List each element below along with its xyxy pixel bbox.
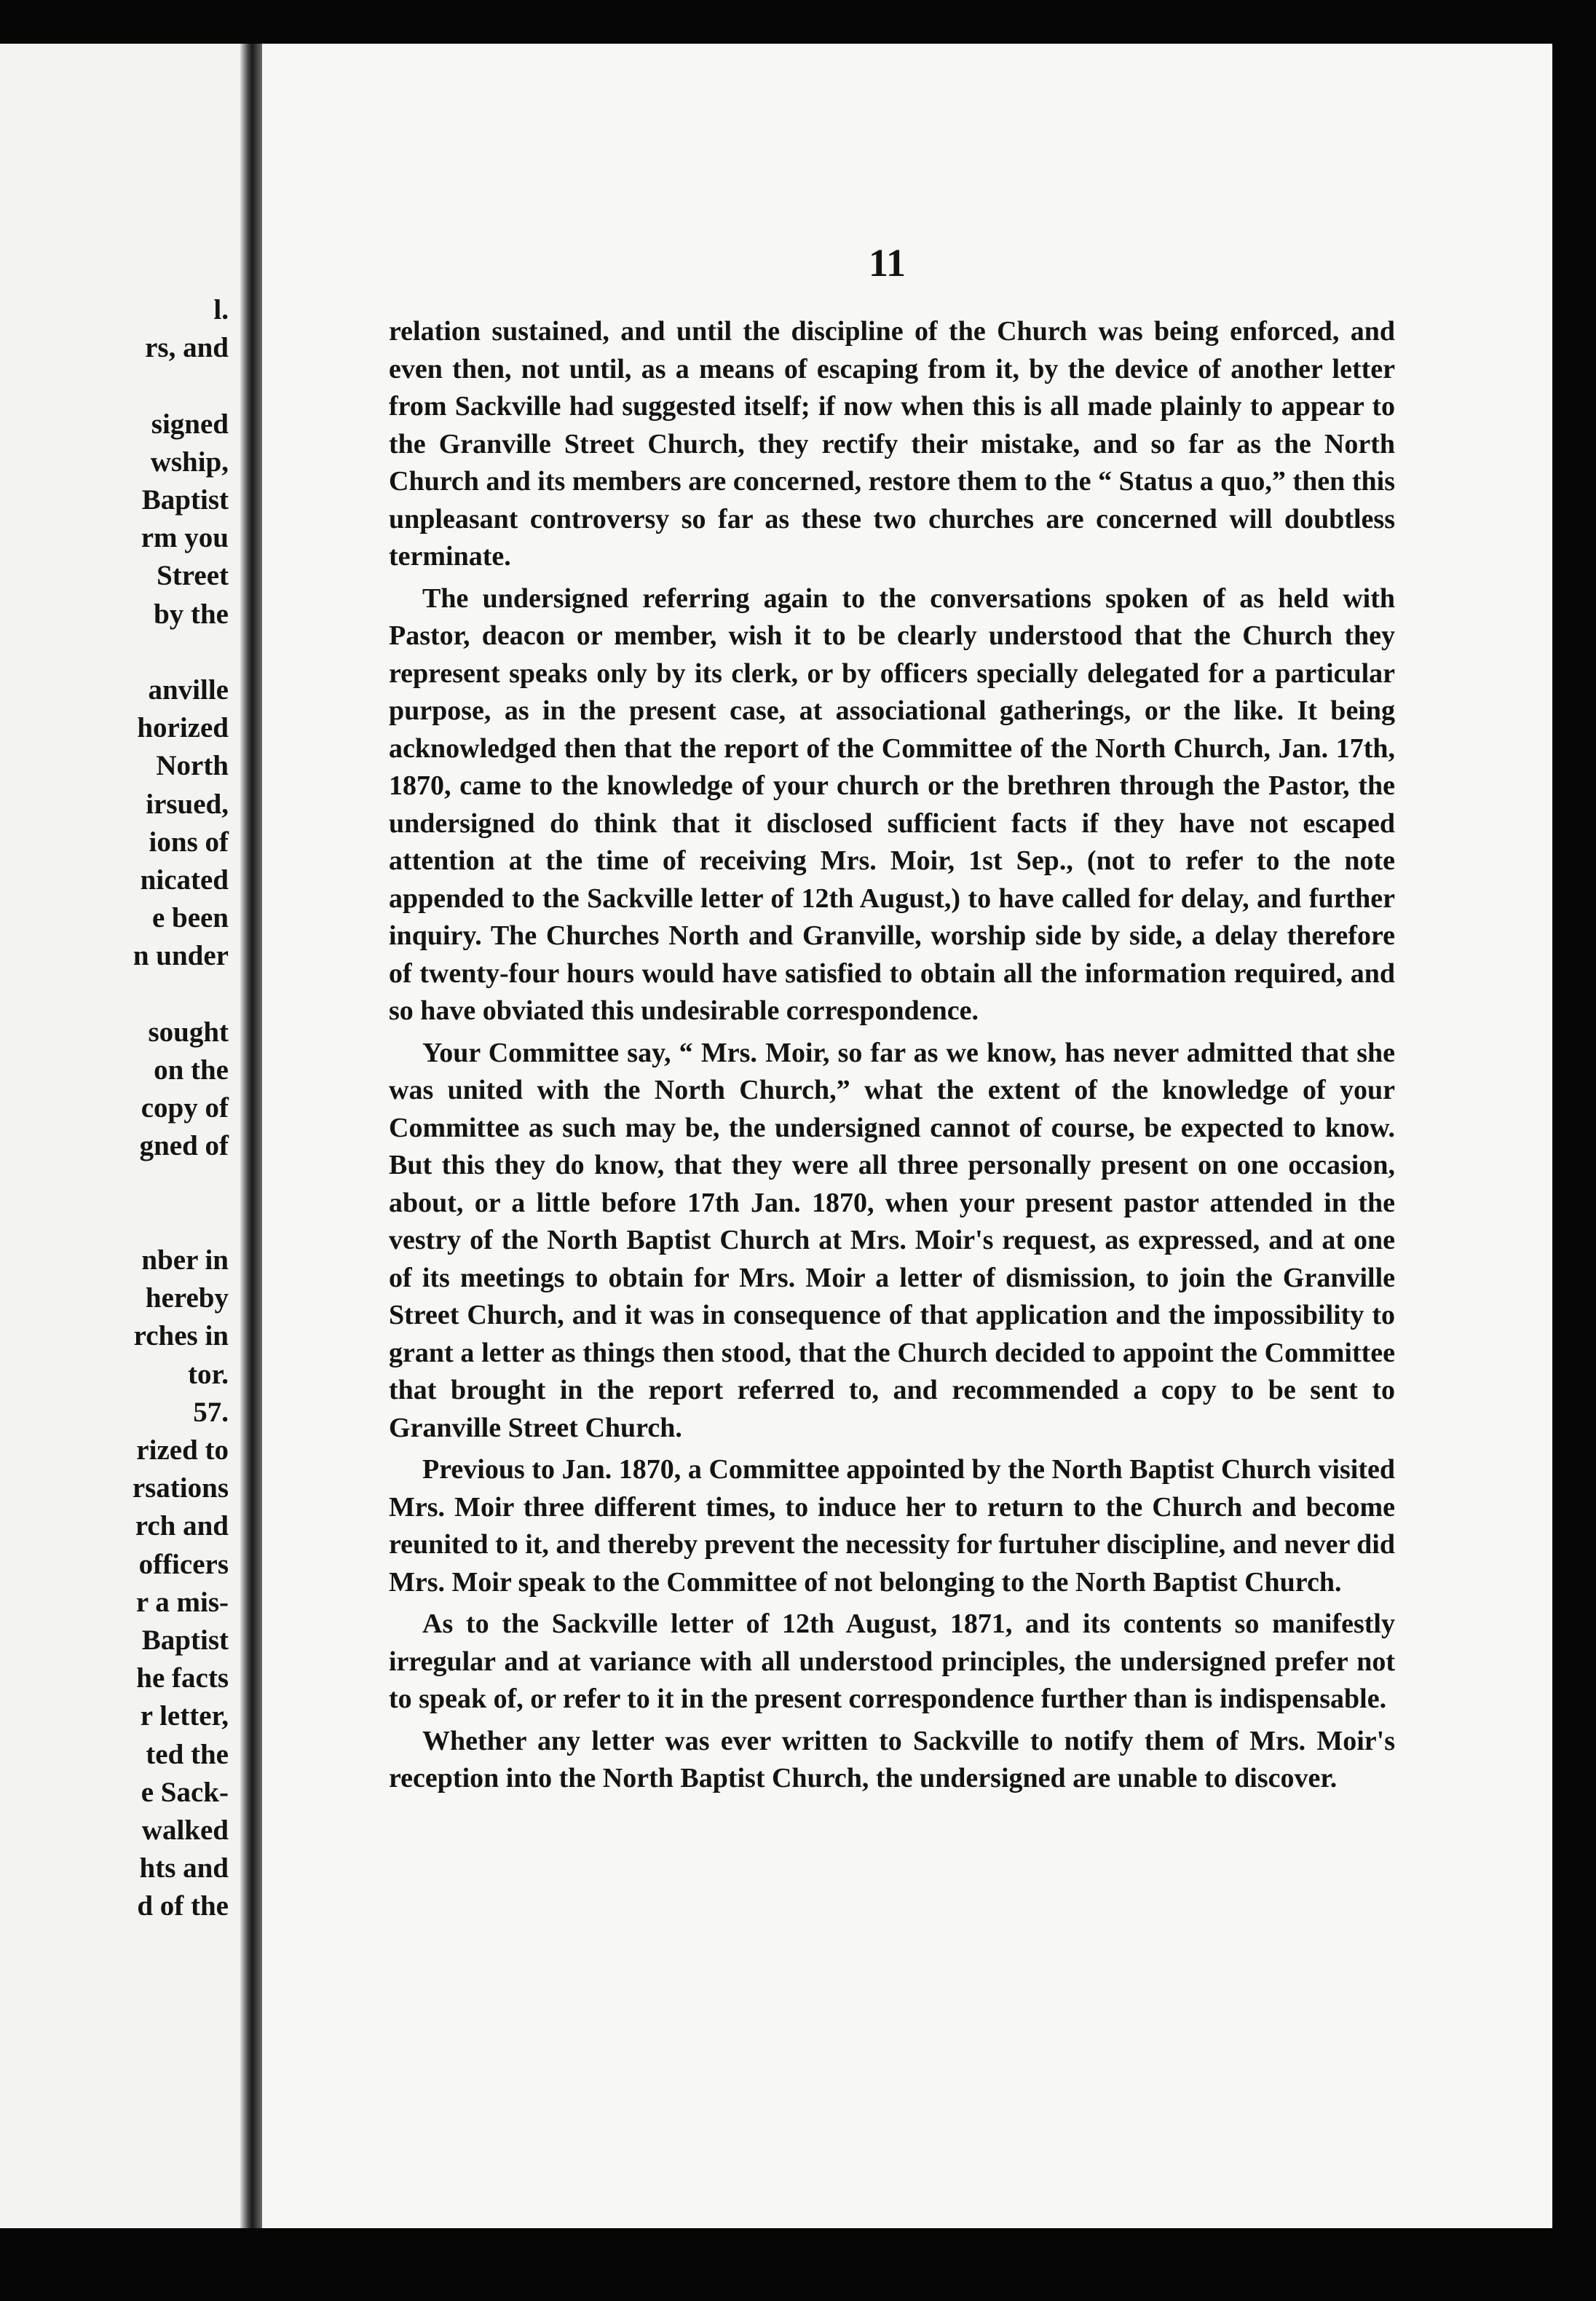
facing-page-line: walked [141, 1815, 229, 1846]
body-text [389, 313, 1395, 1802]
facing-page-line: rm you [141, 522, 229, 554]
facing-page-line: hereby [145, 1282, 229, 1314]
facing-page-line: 57. [193, 1396, 229, 1428]
facing-page-line: rsations [132, 1472, 229, 1504]
facing-page-line: r a mis- [135, 1586, 229, 1618]
facing-page-line: n under [133, 940, 229, 972]
facing-page-line: by the [154, 598, 229, 630]
facing-page-line: Baptist [141, 1625, 229, 1656]
facing-page-line: he facts [136, 1662, 229, 1694]
facing-page-line: l. [213, 294, 229, 325]
facing-page-line: Baptist [141, 484, 229, 516]
facing-page-line: North [156, 750, 229, 782]
page-number: 11 [869, 241, 906, 285]
book-gutter [240, 44, 262, 2228]
facing-page-line: rs, and [145, 332, 229, 364]
paragraph: As to the Sackville letter of 12th August, 1871, and its contents so manifestly irregular and at variance with all understood principles, the undersigned prefer not to speak of, or refer to it in the present correspondence further than is indispensable. [389, 1609, 1395, 1714]
paragraph: Your Committee say, “ Mrs. Moir, so far as we know, has never admitted that she was united with the North Church,” what the extent of the knowledge of your Committee as such may be, the undersigned cannot of course, be expected to know. But this they do know, that they were all three personally present on one occasion, about, or a little before 17th Jan. 1870, when your present pastor attended in the vestry of the North Baptist Church at Mrs. Moir's request, as expressed, and at one of its meetings to obtain for Mrs. Moir a letter of dismission, to join the Granville Street Church, and it was in consequence of that application and the impossibility to grant a letter as things then stood, that the Church decided to appoint the Committee that brought in the report referred to, and recommended a copy to be sent to Granville Street Church. [389, 1037, 1395, 1443]
facing-page-line: anville [148, 674, 229, 706]
facing-page-line: r letter, [140, 1700, 229, 1732]
facing-page-line: horized [137, 712, 229, 744]
facing-page-line: tor. [188, 1358, 229, 1390]
facing-page-line: rch and [135, 1510, 229, 1542]
facing-page-line: ted the [146, 1738, 229, 1770]
facing-page-line: officers [138, 1548, 229, 1580]
facing-page-line: nber in [141, 1244, 229, 1276]
facing-page-line: ions of [149, 826, 229, 858]
facing-page-line: Street [157, 560, 229, 592]
facing-page-line: on the [154, 1054, 229, 1086]
facing-page-line: d of the [137, 1890, 229, 1922]
facing-page-line: sought [148, 1016, 229, 1048]
paragraph: Previous to Jan. 1870, a Committee appointed by the North Baptist Church visited Mrs. Moir three different times, to induce her to return to the Church and become reunited to it, and thereby prevent the necessity for furtuher discipline, and never did Mrs. Moir speak to the Committee of not belonging to the North Baptist Church. [389, 1454, 1395, 1598]
facing-page-line: rized to [136, 1434, 229, 1466]
paragraph: Whether any letter was ever written to Sackville to notify them of Mrs. Moir's reception into the North Baptist Church, the undersigned are unable to discover. [389, 1725, 1395, 1793]
facing-page-line: e been [151, 902, 229, 934]
facing-page-line: wship, [150, 446, 229, 478]
facing-page-line: signed [151, 408, 229, 440]
paragraph: The undersigned referring again to the conversations spoken of as held with Pastor, deacon or member, wish it to be clearly understood that the Church they represent speaks only by its clerk, or by officers specially delegated for a particular purpose, as in the present case, at associational gatherings, or the like. It being acknowledged then that the report of the Committee of the North Church, Jan. 17th, 1870, came to the knowledge of your church or the brethren through the Pastor, the undersigned do think that it disclosed sufficient facts if they have not escaped attention at the time of receiving Mrs. Moir, 1st Sep., (not to refer to the note appended to the Sackville letter of 12th August,) to have called for delay, and further inquiry. The Churches North and Granville, worship side by side, a delay therefore of twenty-four hours would have satisfied to obtain all the information required, and so have obviated this undesirable correspondence. [389, 583, 1395, 1026]
facing-page-line: hts and [139, 1852, 229, 1884]
paragraph: relation sustained, and until the discipline of the Church was being enforced, and even then, not until, as a means of escaping from it, by the device of another letter from Sackville had suggested itself; if now when this is all made plainly to appear to the Granville Street Church, they rectify their mistake, and so far as the North Church and its members are concerned, restore them to the “ Status a quo,” then this unpleasant controversy so far as these two churches are concerned will doubtless terminate. [389, 316, 1395, 572]
facing-page-line: nicated [140, 864, 229, 896]
facing-page-line: irsued, [146, 788, 229, 820]
facing-page-line: copy of [141, 1092, 229, 1124]
facing-page-line: gned of [139, 1130, 229, 1162]
facing-page-line: rches in [133, 1320, 229, 1352]
facing-page-line: e Sack- [141, 1776, 229, 1808]
facing-page-fragment [0, 44, 240, 2228]
